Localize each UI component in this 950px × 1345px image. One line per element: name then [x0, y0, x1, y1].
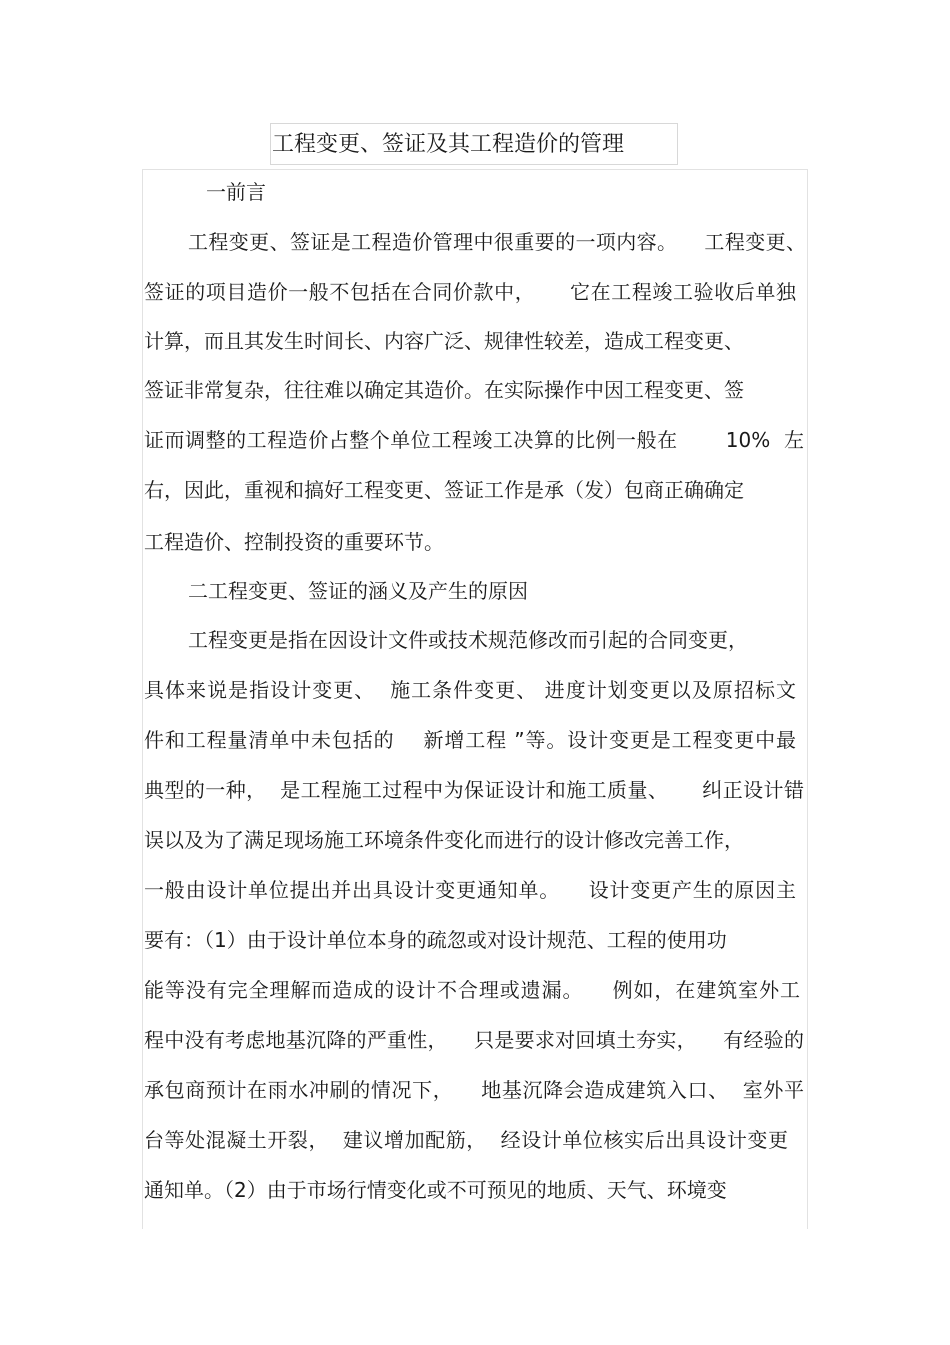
heading-definition: 二工程变更、签证的涵义及产生的原因	[188, 579, 528, 603]
paragraph-line: 通知单。（2）由于市场行情变化或不可预见的地质、天气、环境变	[144, 1178, 727, 1202]
paragraph-line: 签证的项目造价一般不包括在合同价款中， 它在工程竣工验收后单独	[144, 280, 796, 304]
paragraph-line: 证而调整的工程造价占整个单位工程竣工决算的比例一般在 10% 左	[144, 428, 804, 452]
paragraph-line: 误以及为了满足现场施工环境条件变化而进行的设计修改完善工作，	[144, 828, 744, 852]
paragraph-line: 右，因此，重视和搞好工程变更、签证工作是承（发）包商正确确定	[144, 478, 744, 502]
paragraph-line: 能等没有完全理解而造成的设计不合理或遗漏。 例如，在建筑室外工	[144, 978, 800, 1002]
paragraph-line: 要有：（1）由于设计单位本身的疏忽或对设计规范、工程的使用功	[144, 928, 727, 952]
paragraph-line: 承包商预计在雨水冲刷的情况下， 地基沉降会造成建筑入口、 室外平	[144, 1078, 804, 1102]
paragraph-line: 典型的一种， 是工程施工过程中为保证设计和施工质量、 纠正设计错	[144, 778, 804, 802]
paragraph-line: 工程变更、签证是工程造价管理中很重要的一项内容。 工程变更、	[188, 230, 806, 254]
paragraph-line: 具体来说是指设计变更、 施工条件变更、 进度计划变更以及原招标文	[144, 678, 796, 702]
paragraph-line: 件和工程量清单中未包括的 新增工程 ”等。设计变更是工程变更中最	[144, 728, 796, 752]
paragraph-line: 工程变更是指在因设计文件或技术规范修改而引起的合同变更，	[188, 628, 748, 652]
paragraph-line: 计算，而且其发生时间长、内容广泛、规律性较差，造成工程变更、	[144, 329, 744, 353]
document-title: 工程变更、签证及其工程造价的管理	[272, 132, 625, 157]
paragraph-line: 程中没有考虑地基沉降的严重性， 只是要求对回填土夯实， 有经验的	[144, 1028, 804, 1052]
paragraph-line: 工程造价、控制投资的重要环节。	[144, 530, 444, 554]
paragraph-line: 一般由设计单位提出并出具设计变更通知单。 设计变更产生的原因主	[144, 878, 796, 902]
paragraph-line: 签证非常复杂，往往难以确定其造价。在实际操作中因工程变更、签	[144, 378, 744, 402]
heading-intro: 一前言	[206, 180, 266, 204]
paragraph-line: 台等处混凝土开裂， 建议增加配筋， 经设计单位核实后出具设计变更	[144, 1128, 788, 1152]
